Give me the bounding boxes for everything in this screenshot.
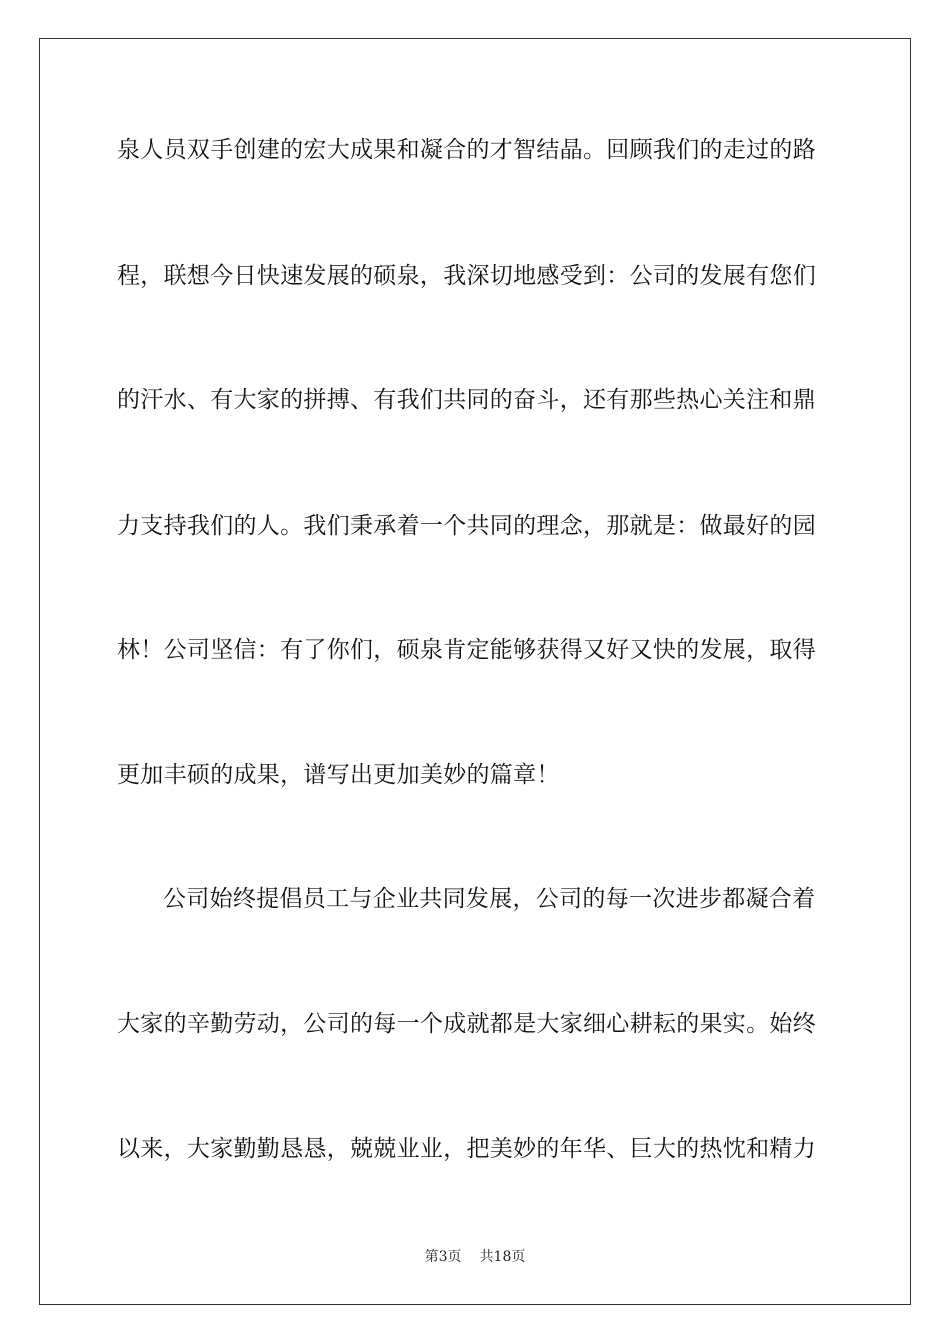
page-footer	[0, 1248, 950, 1266]
body-text-line-9: 以来，大家勤勤恳恳，兢兢业业，把美妙的年华、巨大的热忱和精力	[117, 1136, 816, 1162]
body-text-line-7: 公司始终提倡员工与企业共同发展，公司的每一次进步都凝合着	[163, 886, 816, 912]
body-text-line-1: 泉人员双手创建的宏大成果和凝合的才智结晶。回顾我们的走过的路	[117, 137, 816, 163]
body-text-line-2: 程，联想今日快速发展的硕泉，我深切地感受到：公司的发展有您们	[117, 263, 816, 289]
body-text-line-8: 大家的辛勤劳动，公司的每一个成就都是大家细心耕耘的果实。始终	[117, 1011, 816, 1037]
total-pages: 共18页	[479, 1249, 526, 1265]
body-text-line-5: 林！公司坚信：有了你们，硕泉肯定能够获得又好又快的发展，取得	[117, 637, 816, 663]
page-number: 第3页	[424, 1249, 462, 1265]
page-border	[39, 38, 911, 1305]
body-text-line-3: 的汗水、有大家的拼搏、有我们共同的奋斗，还有那些热心关注和鼎	[117, 387, 816, 413]
body-text-line-6: 更加丰硕的成果，谱写出更加美妙的篇章！	[117, 762, 560, 788]
body-text-line-4: 力支持我们的人。我们秉承着一个共同的理念，那就是：做最好的园	[117, 513, 816, 539]
